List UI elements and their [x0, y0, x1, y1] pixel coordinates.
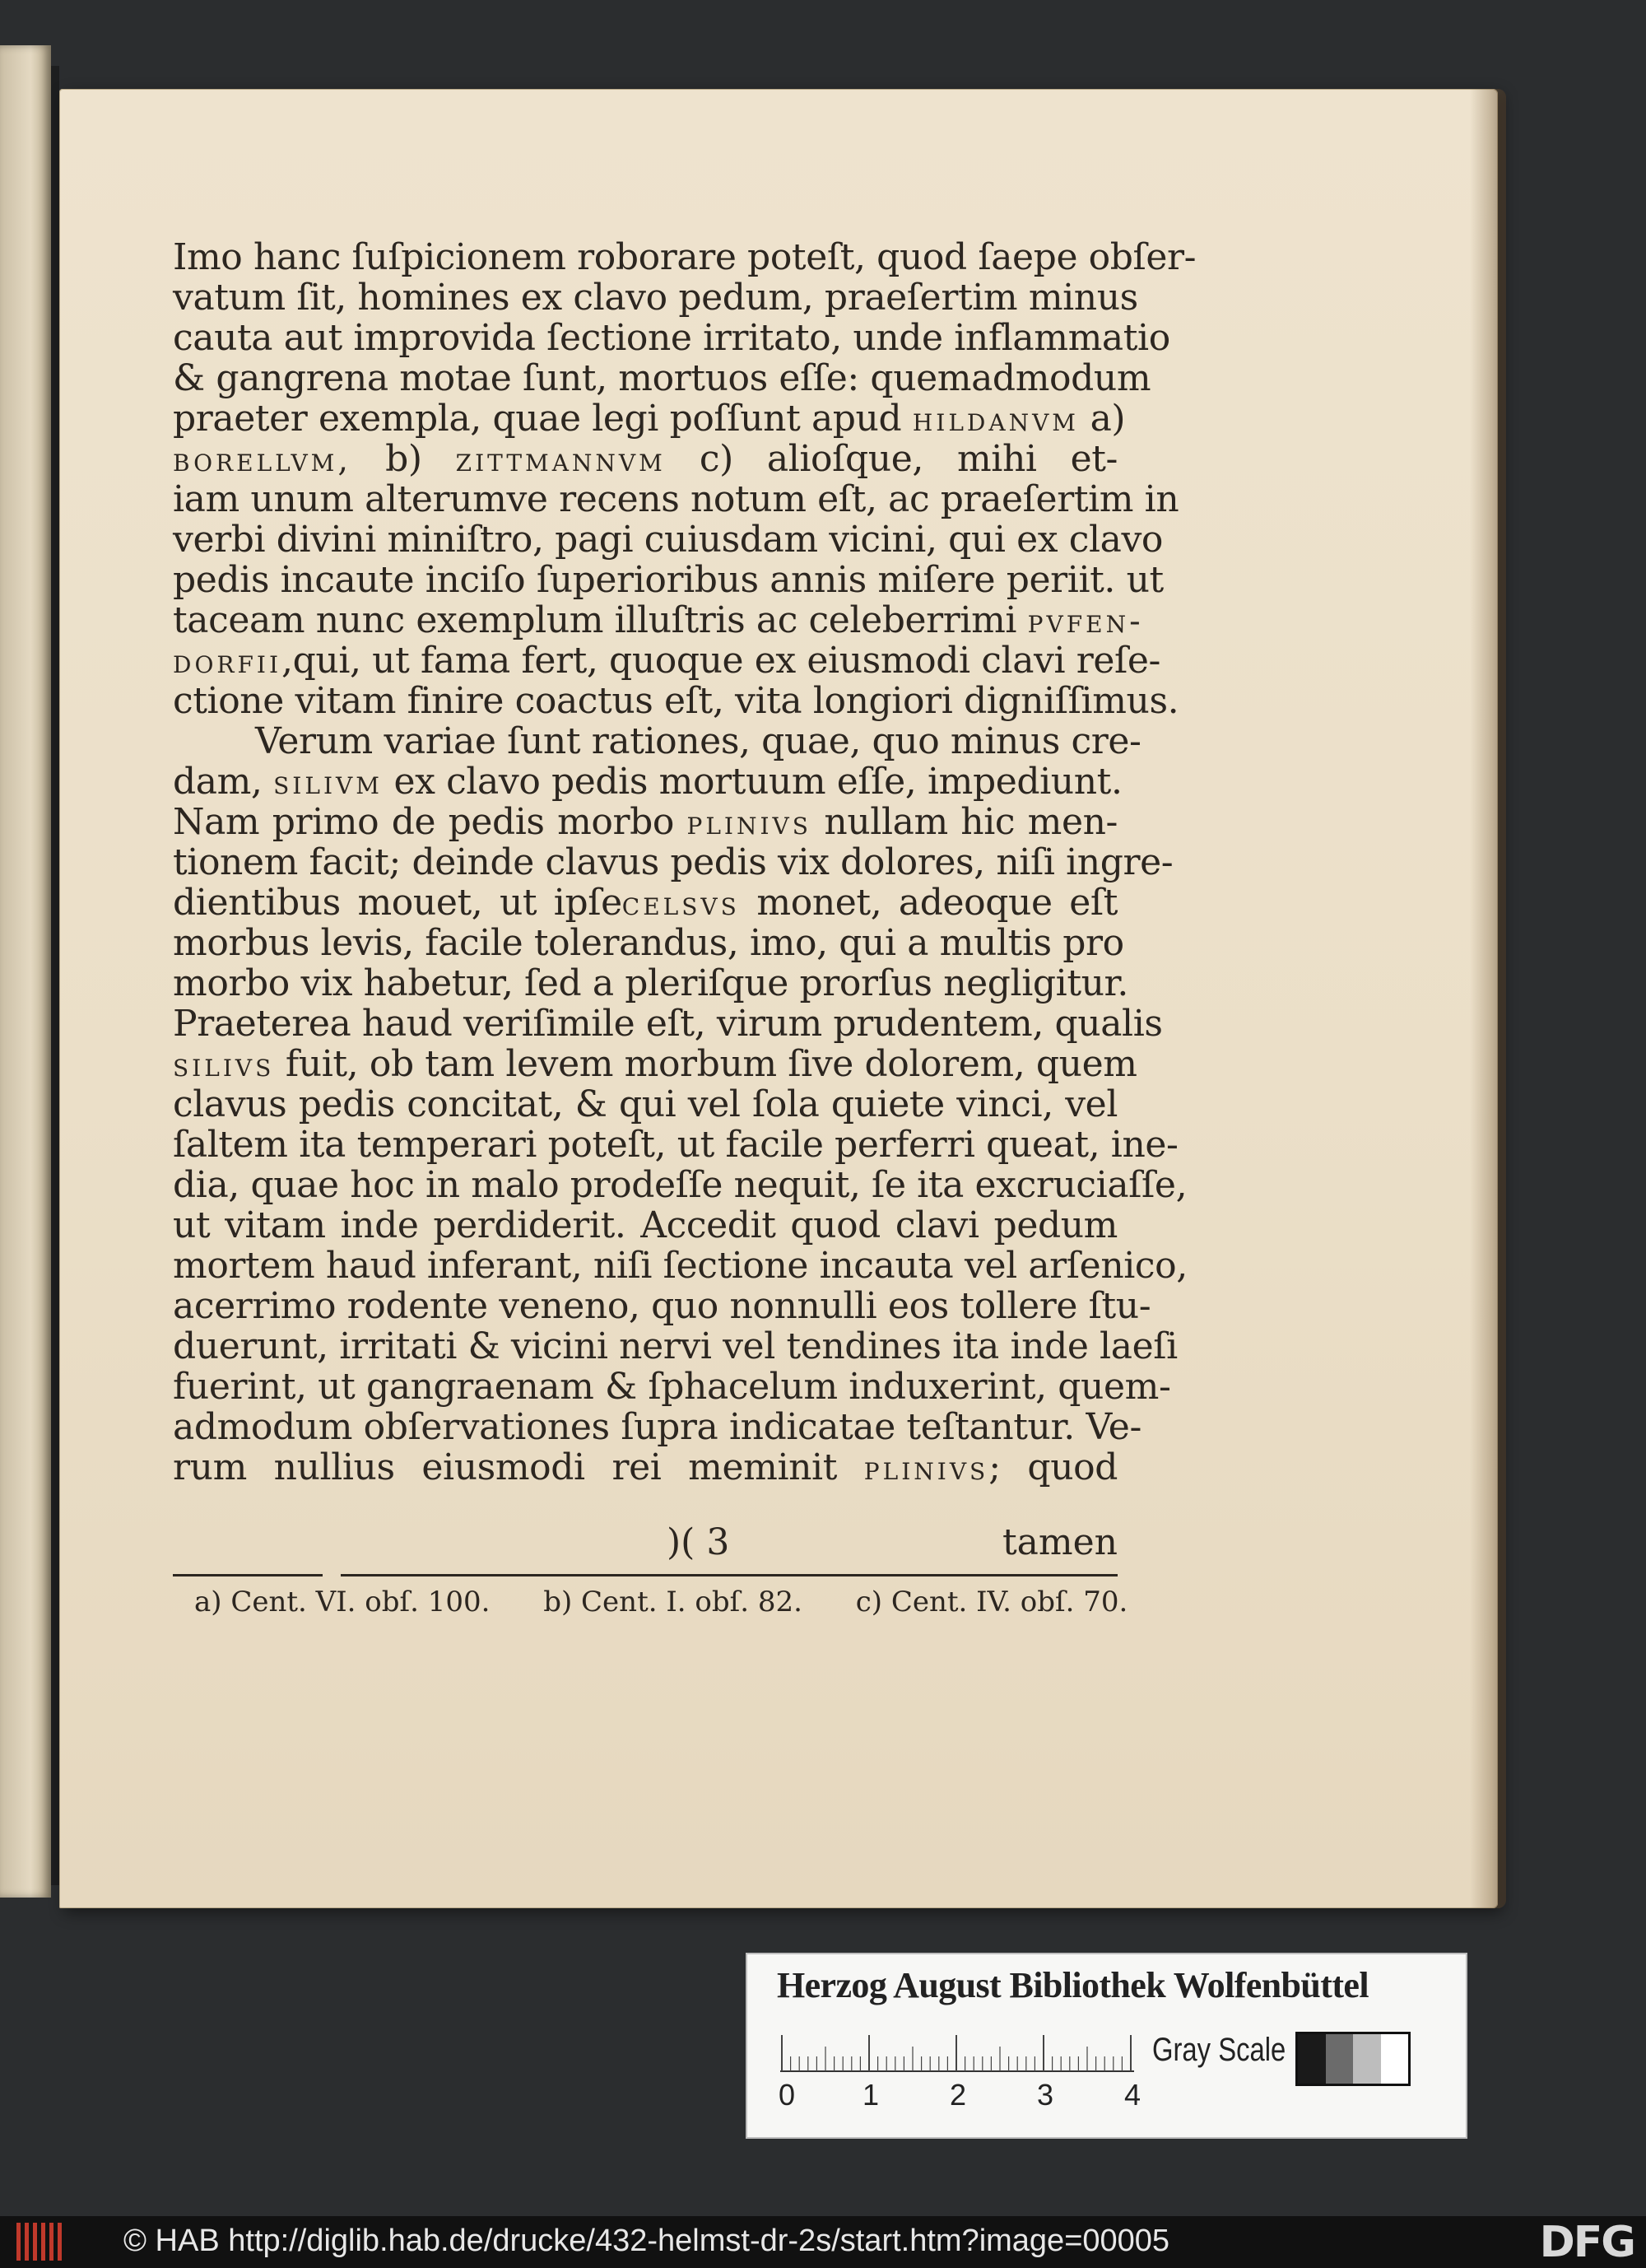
- catchword: tamen: [1002, 1521, 1118, 1563]
- library-color-target: [746, 1953, 1467, 2139]
- gutter-shadow: [51, 66, 59, 1885]
- text-line: & gangrena motae ſunt, mortuos eſſe: quemadmodum: [173, 357, 1151, 399]
- text-line: clavus pedis concitat, & qui vel ſola quiete vinci, vel: [173, 1083, 1118, 1125]
- name-plinius: plinivs: [863, 1450, 989, 1488]
- text-segment: taceam nunc exemplum illuſtris ac celeberrimi: [173, 599, 1017, 641]
- text-segment: nullam hic men-: [811, 801, 1118, 843]
- ruler-number: 4: [1124, 2078, 1142, 2112]
- text-segment: rum nullius eiusmodi rei meminit: [173, 1446, 838, 1488]
- footnote: c) Cent. IV. obſ. 70.: [855, 1586, 1128, 1618]
- swatch: [1326, 2034, 1354, 2084]
- text-line: Imo hanc ſuſpicionem roborare poteſt, quod ſaepe obſer-: [173, 236, 1197, 278]
- text-segment: monet, adeoque eſt: [739, 882, 1118, 924]
- signature-row: [173, 1521, 1118, 1562]
- name-plinius: plinivs: [686, 804, 811, 842]
- text-line: [173, 1447, 1118, 1488]
- text-line: fuerint, ut gangraenam & ſphacelum induxerint, quem-: [173, 1366, 1171, 1408]
- text-line: morbus levis, facile tolerandus, imo, qui a multis pro: [173, 922, 1124, 964]
- text-segment: c) alioſque, mihi et-: [665, 438, 1118, 480]
- text-line: ctione vitam finire coactus eſt, vita longiori digniſſimus.: [173, 680, 1179, 722]
- note-ref: b): [351, 438, 456, 480]
- body-text: [173, 236, 1197, 1488]
- text-line: verbi divini miniſtro, pagi cuiusdam vicini, qui ex clavo: [173, 519, 1164, 561]
- text-line: [173, 599, 1144, 641]
- ruler-number: 0: [779, 2078, 796, 2112]
- footer-bar: [0, 2216, 1646, 2268]
- ruler-number: 2: [950, 2078, 967, 2112]
- text-line: cauta aut improvida ſectione irritato, unde inflammatio: [173, 317, 1170, 359]
- text-segment: dientibus mouet, ut ipſe: [173, 882, 622, 924]
- note-ref: a): [1078, 398, 1126, 440]
- signature-mark: )( 3: [667, 1521, 730, 1563]
- source-url[interactable]: © HAB http://diglib.hab.de/drucke/432-helmst-dr-2s/start.htm?image=00005: [123, 2224, 1170, 2258]
- name-zittmannus: zittmannvm: [455, 441, 666, 479]
- footnote-rule: [341, 1574, 1118, 1576]
- footnote: b) Cent. I. obſ. 82.: [543, 1586, 802, 1618]
- name-hildanus: hildanvm: [912, 401, 1079, 439]
- name-pufendorf-cont: dorfii: [173, 643, 282, 681]
- swatch: [1298, 2034, 1326, 2084]
- text-line: ut vitam inde perdiderit. Accedit quod clavi pedum: [173, 1204, 1118, 1246]
- text-line: [173, 1043, 1137, 1085]
- text-segment: praeter exempla, quae legi poſſunt apud: [173, 398, 902, 440]
- footnote-rule: [173, 1574, 323, 1576]
- swatch: [1353, 2034, 1381, 2084]
- ruler-number: 1: [863, 2078, 880, 2112]
- text-line: ſaltem ita temperari poteſt, ut facile perferri queat, ine-: [173, 1124, 1179, 1166]
- hab-logo-icon: [16, 2223, 67, 2261]
- name-silius: silivm: [273, 764, 383, 802]
- text-segment: Nam primo de pedis morbo: [173, 801, 674, 843]
- page-fore-edge: [1470, 89, 1506, 1908]
- text-line: Verum variae ſunt rationes, quae, quo minus cre-: [255, 720, 1142, 762]
- text-line: admodum obſervationes ſupra indicatae teſtantur. Ve-: [173, 1406, 1142, 1448]
- name-borellus: borellvm,: [173, 441, 352, 479]
- text-line: tionem facit; deinde clavus pedis vix dolores, niſi ingre-: [173, 841, 1174, 883]
- text-line: [173, 398, 1126, 440]
- text-line: morbo vix habetur, ſed a pleriſque prorſus negligitur.: [173, 962, 1128, 1004]
- ruler-number: 3: [1037, 2078, 1054, 2112]
- grayscale-label: Gray Scale: [1152, 2032, 1286, 2068]
- text-line: dia, quae hoc in malo prodeſſe nequit, ſe ita excruciaſſe,: [173, 1164, 1188, 1206]
- text-line: duerunt, irritati & vicini nervi vel tendines ita inde laeſi: [173, 1325, 1178, 1367]
- text-line: iam unum alterumve recens notum eſt, ac praeſertim in: [173, 478, 1179, 520]
- grayscale-swatches: [1295, 2032, 1411, 2086]
- dfg-logo: DFG: [1539, 2218, 1634, 2267]
- text-line: [173, 802, 1118, 842]
- ruler-scale: [780, 2033, 1134, 2073]
- footnotes: [194, 1586, 1128, 1618]
- text-line: pedis incaute inciſo ſuperioribus annis miſere periit. ut: [173, 559, 1164, 601]
- text-segment: ,qui, ut fama fert, quoque ex eiusmodi clavi reſe-: [281, 640, 1161, 682]
- text-line: vatum ſit, homines ex clavo pedum, praeſertim minus: [173, 277, 1138, 319]
- text-segment: ; quod: [988, 1446, 1118, 1488]
- name-silius: silivs: [173, 1046, 275, 1084]
- text-line: [173, 640, 1161, 682]
- text-line: Praeterea haud veriſimile eſt, virum prudentem, qualis: [173, 1003, 1163, 1045]
- adjacent-page-edge: [0, 45, 51, 1898]
- text-line: [173, 439, 1118, 479]
- text-line: [173, 883, 1118, 923]
- footnote: a) Cent. VI. obſ. 100.: [194, 1586, 491, 1618]
- text-line: acerrimo rodente veneno, quo nonnulli eos tollere ſtu-: [173, 1285, 1151, 1327]
- text-line: mortem haud inferant, niſi ſectione incauta vel arſenico,: [173, 1245, 1188, 1287]
- ruler-numbers: [770, 2078, 1157, 2111]
- library-name: Herzog August Bibliothek Wolfenbüttel: [777, 1965, 1369, 2005]
- text-line: [173, 761, 1123, 803]
- name-celsus: celsvs: [621, 885, 740, 923]
- swatch: [1381, 2034, 1409, 2084]
- text-segment: dam,: [173, 761, 263, 803]
- text-segment: fuit, ob tam levem morbum ſive dolorem, quem: [274, 1043, 1137, 1085]
- text-segment: ex clavo pedis mortuum eſſe, impediunt.: [382, 761, 1123, 803]
- name-pufendorf: pvfen-: [1027, 603, 1144, 640]
